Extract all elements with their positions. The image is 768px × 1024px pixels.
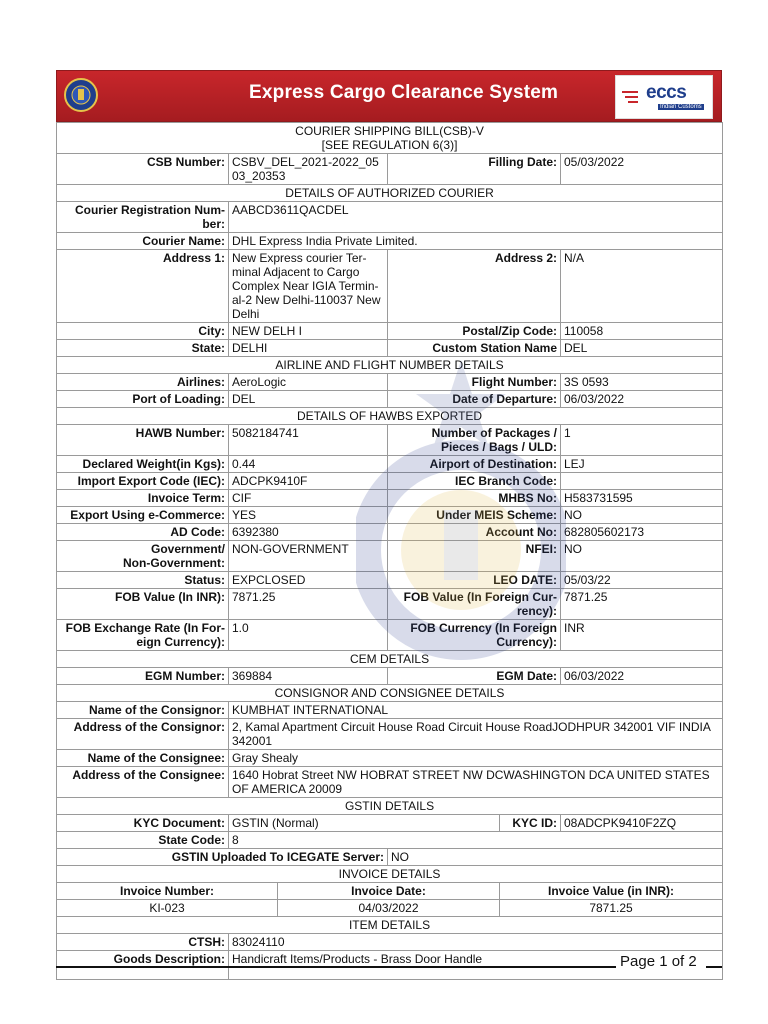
- packages-label: Number of Packages / Pieces / Bags / ULD:: [388, 425, 561, 456]
- postal-code-value: 110058: [561, 323, 723, 340]
- system-title: Express Cargo Clearance System: [249, 82, 559, 103]
- airlines-label: Airlines:: [57, 374, 229, 391]
- invoice-date-value: 04/03/2022: [278, 900, 500, 917]
- ecommerce-value: YES: [229, 507, 388, 524]
- eccs-logo-text: eccs: [646, 82, 687, 103]
- section-airline-flight: AIRLINE AND FLIGHT NUMBER DETAILS: [57, 357, 723, 374]
- kyc-id-value: 08ADCPK9410F2ZQ: [561, 815, 723, 832]
- fob-currency-label: FOB Currency (In Foreign Currency):: [388, 620, 561, 651]
- mhbs-value: H583731595: [561, 490, 723, 507]
- section-consignor-consignee: CONSIGNOR AND CONSIGNEE DETAILS: [57, 685, 723, 702]
- status-label: Status:: [57, 572, 229, 589]
- account-number-value: 682805602173: [561, 524, 723, 541]
- footer-rule: [56, 966, 616, 968]
- filling-date-value: 05/03/2022: [561, 154, 723, 185]
- courier-name-value: DHL Express India Private Limited.: [229, 233, 723, 250]
- shipping-bill-table: [56, 122, 723, 980]
- invoice-term-value: CIF: [229, 490, 388, 507]
- flight-number-label: Flight Number:: [388, 374, 561, 391]
- status-value: EXPCLOSED: [229, 572, 388, 589]
- invoice-value-value: 7871.25: [500, 900, 723, 917]
- custom-station-value: DEL: [561, 340, 723, 357]
- address2-label: Address 2:: [388, 250, 561, 323]
- eccs-logo-subtitle: Indian Customs: [660, 104, 702, 110]
- page-number: Page 1 of 2: [620, 953, 697, 970]
- fob-foreign-label: FOB Value (In Foreign Cur- rency):: [388, 589, 561, 620]
- hawb-number-value: 5082184741: [229, 425, 388, 456]
- government-value: NON-GOVERNMENT: [229, 541, 388, 572]
- nfei-label: NFEI:: [388, 541, 561, 572]
- header-banner: [56, 70, 722, 122]
- ad-code-label: AD Code:: [57, 524, 229, 541]
- invoice-term-label: Invoice Term:: [57, 490, 229, 507]
- address2-value: N/A: [561, 250, 723, 323]
- ad-code-value: 6392380: [229, 524, 388, 541]
- address1-value: New Express courier Ter- minal Adjacent to Cargo Complex Near IGIA Termin- al-2 New Delhi-110037 New Delhi: [229, 250, 388, 323]
- document-title: COURIER SHIPPING BILL(CSB)-V [SEE REGULATION 6(3)]: [57, 123, 723, 154]
- consignor-address-value: 2, Kamal Apartment Circuit House Road Circuit House RoadJODHPUR 342001 VIF INDIA 342001: [229, 719, 723, 750]
- state-label: State:: [57, 340, 229, 357]
- state-code-label: State Code:: [57, 832, 229, 849]
- courier-registration-label: Courier Registration Num- ber:: [57, 202, 229, 233]
- state-value: DELHI: [229, 340, 388, 357]
- kyc-document-label: KYC Document:: [57, 815, 229, 832]
- egm-date-value: 06/03/2022: [561, 668, 723, 685]
- goods-description-label: Goods Description:: [57, 951, 229, 980]
- shipping-bill-sheet: [56, 70, 722, 980]
- meis-value: NO: [561, 507, 723, 524]
- gstin-uploaded-label: GSTIN Uploaded To ICEGATE Server:: [57, 849, 388, 866]
- nfei-value: NO: [561, 541, 723, 572]
- leo-date-value: 05/03/22: [561, 572, 723, 589]
- egm-number-value: 369884: [229, 668, 388, 685]
- airport-of-destination-label: Airport of Destination:: [388, 456, 561, 473]
- postal-code-label: Postal/Zip Code:: [388, 323, 561, 340]
- address1-label: Address 1:: [57, 250, 229, 323]
- declared-weight-label: Declared Weight(in Kgs):: [57, 456, 229, 473]
- customs-emblem-icon: [63, 77, 99, 113]
- custom-station-label: Custom Station Name: [388, 340, 561, 357]
- consignor-name-label: Name of the Consignor:: [57, 702, 229, 719]
- airport-of-destination-value: LEJ: [561, 456, 723, 473]
- eccs-speed-lines-icon: [622, 88, 640, 106]
- iec-branch-value: [561, 473, 723, 490]
- section-item-details: ITEM DETAILS: [57, 917, 723, 934]
- fob-currency-value: INR: [561, 620, 723, 651]
- consignee-name-value: Gray Shealy: [229, 750, 723, 767]
- footer-rule-end: [706, 966, 722, 968]
- section-hawbs-exported: DETAILS OF HAWBS EXPORTED: [57, 408, 723, 425]
- fob-exchange-rate-value: 1.0: [229, 620, 388, 651]
- account-number-label: Account No:: [388, 524, 561, 541]
- kyc-id-label: KYC ID:: [500, 815, 561, 832]
- csb-number-value: CSBV_DEL_2021-2022_05 03_20353: [229, 154, 388, 185]
- packages-value: 1: [561, 425, 723, 456]
- section-gstin-details: GSTIN DETAILS: [57, 798, 723, 815]
- port-of-loading-value: DEL: [229, 391, 388, 408]
- ctsh-label: CTSH:: [57, 934, 229, 951]
- goods-description-value: Handicraft Items/Products - Brass Door Handle: [229, 951, 723, 980]
- ctsh-value: 83024110: [229, 934, 723, 951]
- egm-date-label: EGM Date:: [388, 668, 561, 685]
- eccs-logo: [615, 75, 713, 119]
- fob-foreign-value: 7871.25: [561, 589, 723, 620]
- kyc-document-value: GSTIN (Normal): [229, 815, 500, 832]
- government-label: Government/ Non-Government:: [57, 541, 229, 572]
- section-cem-details: CEM DETAILS: [57, 651, 723, 668]
- invoice-number-header: Invoice Number:: [57, 883, 278, 900]
- consignor-name-value: KUMBHAT INTERNATIONAL: [229, 702, 723, 719]
- egm-number-label: EGM Number:: [57, 668, 229, 685]
- section-invoice-details: INVOICE DETAILS: [57, 866, 723, 883]
- mhbs-label: MHBS No:: [388, 490, 561, 507]
- section-authorized-courier: DETAILS OF AUTHORIZED COURIER: [57, 185, 723, 202]
- iec-label: Import Export Code (IEC):: [57, 473, 229, 490]
- consignor-address-label: Address of the Consignor:: [57, 719, 229, 750]
- meis-label: Under MEIS Scheme:: [388, 507, 561, 524]
- city-label: City:: [57, 323, 229, 340]
- invoice-date-header: Invoice Date:: [278, 883, 500, 900]
- port-of-loading-label: Port of Loading:: [57, 391, 229, 408]
- invoice-number-value: KI-023: [57, 900, 278, 917]
- filling-date-label: Filling Date:: [388, 154, 561, 185]
- courier-name-label: Courier Name:: [57, 233, 229, 250]
- date-of-departure-label: Date of Departure:: [388, 391, 561, 408]
- airlines-value: AeroLogic: [229, 374, 388, 391]
- consignee-address-value: 1640 Hobrat Street NW HOBRAT STREET NW DCWASHINGTON DCA UNITED STATES OF AMERICA 20009: [229, 767, 723, 798]
- flight-number-value: 3S 0593: [561, 374, 723, 391]
- gstin-uploaded-value: NO: [388, 849, 723, 866]
- courier-registration-value: AABCD3611QACDEL: [229, 202, 723, 233]
- invoice-value-header: Invoice Value (in INR):: [500, 883, 723, 900]
- iec-branch-label: IEC Branch Code:: [388, 473, 561, 490]
- consignee-address-label: Address of the Consignee:: [57, 767, 229, 798]
- city-value: NEW DELH I: [229, 323, 388, 340]
- state-code-value: 8: [229, 832, 723, 849]
- csb-number-label: CSB Number:: [57, 154, 229, 185]
- consignee-name-label: Name of the Consignee:: [57, 750, 229, 767]
- leo-date-label: LEO DATE:: [388, 572, 561, 589]
- ecommerce-label: Export Using e-Commerce:: [57, 507, 229, 524]
- date-of-departure-value: 06/03/2022: [561, 391, 723, 408]
- hawb-number-label: HAWB Number:: [57, 425, 229, 456]
- fob-inr-label: FOB Value (In INR):: [57, 589, 229, 620]
- iec-value: ADCPK9410F: [229, 473, 388, 490]
- fob-inr-value: 7871.25: [229, 589, 388, 620]
- fob-exchange-rate-label: FOB Exchange Rate (In For- eign Currency):: [57, 620, 229, 651]
- declared-weight-value: 0.44: [229, 456, 388, 473]
